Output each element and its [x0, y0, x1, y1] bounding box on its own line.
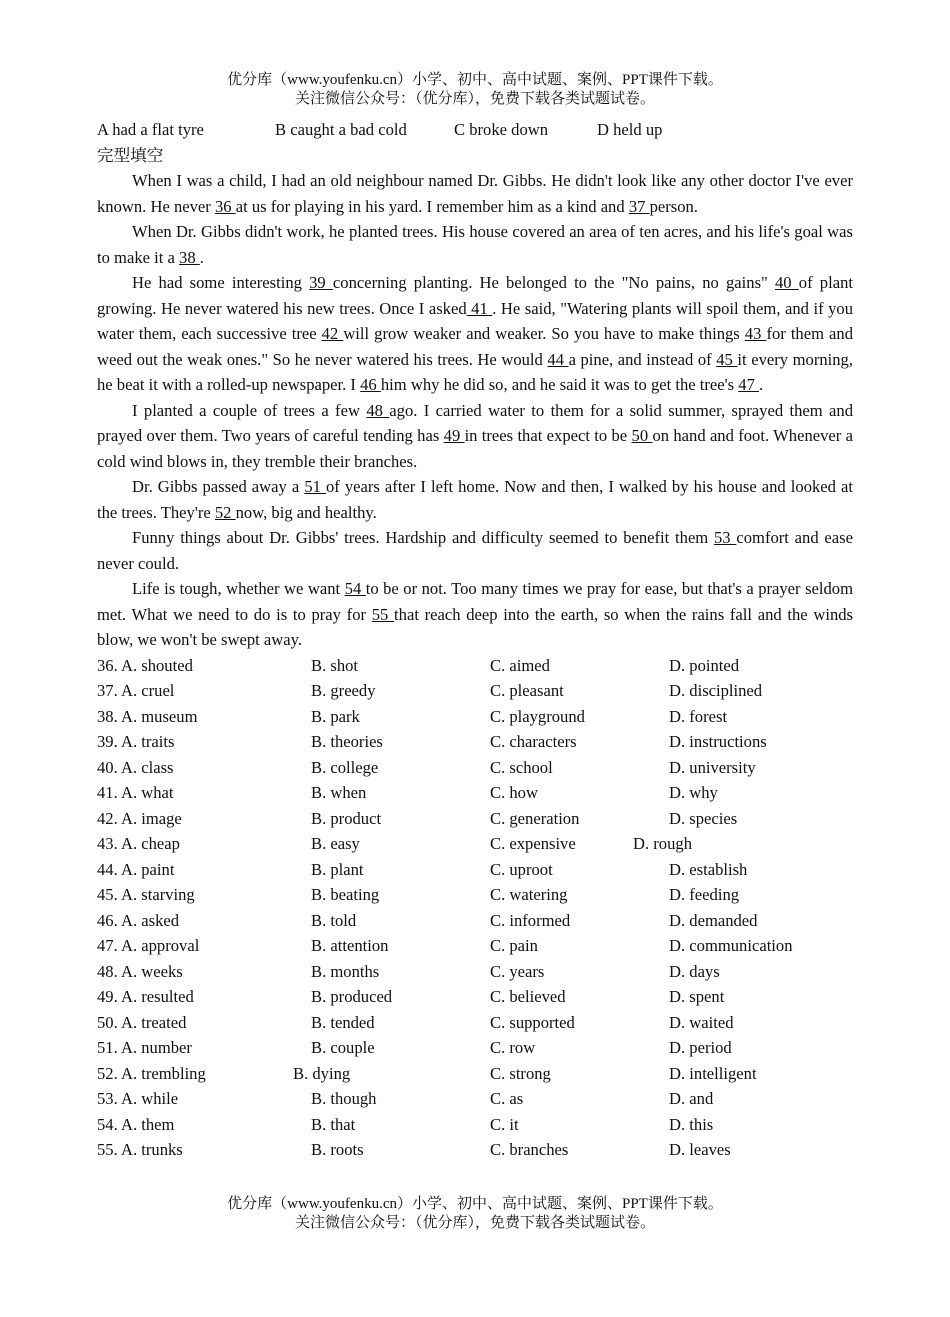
text-run: of plant growing. He never watered his new trees. Once I asked	[97, 273, 853, 318]
passage-paragraph-3	[97, 270, 853, 398]
blank-39: 39	[309, 273, 333, 292]
option-row-45	[97, 882, 853, 908]
option-b: B. months	[311, 961, 380, 981]
text-run: ago. I carried water to them for a solid summer, sprayed them and prayed over them. Two years of careful tending has	[97, 400, 854, 445]
blank-50: 50	[631, 426, 653, 445]
option-c: C. pleasant	[490, 681, 564, 700]
previous-question-options	[97, 117, 853, 143]
option-d: D. waited	[669, 1012, 734, 1032]
option-a: 44. A. paint	[97, 859, 175, 879]
option-d: D. this	[669, 1114, 714, 1134]
prev-option-c: C broke down	[454, 120, 549, 139]
option-c: C. generation	[490, 808, 580, 828]
option-c: C. watering	[490, 885, 568, 904]
option-row-41	[97, 780, 853, 806]
option-b: B. that	[311, 1114, 356, 1134]
blank-37: 37	[628, 196, 650, 216]
option-a: 42. A. image	[97, 808, 182, 828]
option-a: 45. A. starving	[97, 885, 195, 904]
text-run: .	[759, 375, 764, 394]
page-header	[0, 71, 950, 109]
text-run: comfort and ease never could.	[97, 528, 853, 573]
prev-option-d: D held up	[597, 120, 663, 139]
text-run: that reach deep into the earth, so when the rains fall and the winds blow, we won't be swept away.	[97, 604, 853, 649]
option-c: C. row	[490, 1038, 536, 1057]
option-c: C. believed	[490, 987, 566, 1006]
option-row-46	[97, 908, 853, 934]
passage-paragraph-2	[97, 219, 853, 270]
option-d: D. spent	[669, 987, 725, 1006]
text-run: He had some interesting	[132, 273, 310, 292]
option-d: D. demanded	[669, 910, 758, 930]
option-row-52	[97, 1061, 853, 1087]
option-row-49	[97, 984, 853, 1010]
passage-paragraph-1	[97, 168, 853, 219]
option-a: 54. A. them	[97, 1114, 175, 1134]
blank-51: 51	[304, 477, 326, 496]
option-c: C. informed	[490, 910, 571, 930]
text-run: it every morning, he beat it with a rolled-up newspaper. I	[97, 349, 853, 394]
document-body	[97, 117, 853, 1163]
option-row-53	[97, 1086, 853, 1112]
text-run: .	[199, 247, 204, 267]
option-row-36	[97, 653, 853, 679]
option-d: D. feeding	[669, 885, 740, 904]
option-b: B. park	[311, 706, 360, 726]
option-row-38	[97, 704, 853, 730]
option-a: 37. A. cruel	[97, 681, 175, 700]
blank-46: 46	[360, 375, 381, 394]
passage-paragraph-7	[97, 576, 853, 653]
text-run: will grow weaker and weaker. So you have to make things	[343, 324, 745, 343]
option-row-42	[97, 806, 853, 832]
option-d: D. communication	[669, 936, 793, 955]
option-d: D. intelligent	[669, 1063, 757, 1083]
option-d: D. species	[669, 808, 738, 828]
option-d: D. leaves	[669, 1140, 731, 1159]
option-c: C. aimed	[490, 655, 550, 675]
option-b: B. told	[311, 910, 357, 930]
text-run: in trees that expect to be	[464, 426, 632, 445]
blank-49: 49	[443, 426, 465, 445]
text-run: When Dr. Gibbs didn't work, he planted trees. His house covered an area of ten acres, and his life's goal was to make it a	[97, 222, 853, 267]
blank-43: 43	[744, 324, 767, 343]
option-d: D. rough	[633, 834, 692, 853]
option-d: D. period	[669, 1038, 732, 1057]
blank-41: 41	[466, 298, 493, 318]
text-run: of years after I left home. Now and then, I walked by his house and looked at the trees. They're	[97, 477, 853, 522]
option-b: B. produced	[311, 987, 393, 1006]
header-line-2: 关注微信公众号：（优分库），免费下载各类试题试卷。	[294, 91, 655, 107]
option-row-50	[97, 1010, 853, 1036]
option-a: 43. A. cheap	[97, 834, 180, 853]
blank-55: 55	[371, 604, 395, 624]
option-d: D. establish	[669, 859, 748, 879]
page-footer	[0, 1195, 950, 1233]
passage-paragraph-5	[97, 474, 853, 525]
option-a: 48. A. weeks	[97, 961, 183, 981]
option-c: C. strong	[490, 1063, 551, 1083]
option-c: C. school	[490, 757, 553, 777]
option-b: B. theories	[311, 732, 383, 751]
option-c: C. branches	[490, 1140, 569, 1159]
text-run: him why he did so, and he said it was to get the tree's	[380, 375, 739, 394]
option-c: C. supported	[490, 1012, 575, 1032]
blank-45: 45	[716, 349, 738, 369]
header-line-1: 优分库（www.youfenku.cn）小学、初中、高中试题、案例、PPT课件下载。	[227, 72, 723, 88]
footer-line-2: 关注微信公众号：（优分库），免费下载各类试题试卷。	[294, 1215, 655, 1231]
option-d: D. days	[669, 961, 720, 981]
option-c: C. as	[490, 1089, 524, 1108]
option-a: 49. A. resulted	[97, 987, 194, 1006]
option-c: C. pain	[490, 936, 538, 955]
option-b: B. shot	[311, 655, 359, 675]
option-row-37	[97, 678, 853, 704]
option-row-40	[97, 755, 853, 781]
option-b: B. greedy	[311, 681, 376, 700]
option-a: 52. A. trembling	[97, 1063, 206, 1083]
blank-38: 38	[179, 247, 200, 267]
option-d: D. disciplined	[669, 681, 763, 700]
option-c: C. expensive	[490, 834, 576, 853]
option-c: C. years	[490, 961, 545, 981]
answer-options	[97, 653, 853, 1163]
option-row-39	[97, 729, 853, 755]
blank-36: 36	[214, 196, 236, 216]
text-run: on hand and foot. Whenever a cold wind blows in, they tremble their branches.	[97, 426, 853, 471]
option-b: B. though	[311, 1089, 377, 1108]
footer-line-1: 优分库（www.youfenku.cn）小学、初中、高中试题、案例、PPT课件下载。	[227, 1196, 723, 1212]
option-b: B. when	[311, 783, 367, 802]
option-a: 50. A. treated	[97, 1012, 187, 1032]
passage-paragraph-6	[97, 525, 853, 576]
option-c: C. how	[490, 783, 538, 802]
text-run: now, big and healthy.	[235, 502, 377, 522]
blank-53: 53	[714, 528, 737, 547]
text-run: person.	[649, 196, 698, 216]
text-run: Life is tough, whether we want	[132, 579, 345, 598]
option-a: 36. A. shouted	[97, 655, 193, 675]
option-a: 46. A. asked	[97, 910, 180, 930]
option-row-43	[97, 831, 853, 857]
option-a: 40. A. class	[97, 757, 174, 777]
option-b: B. dying	[293, 1063, 351, 1083]
blank-42: 42	[321, 324, 344, 343]
option-d: D. forest	[669, 706, 728, 726]
option-row-47	[97, 933, 853, 959]
option-a: 38. A. museum	[97, 706, 198, 726]
prev-option-a: A had a flat tyre	[97, 120, 204, 139]
text-run: Funny things about Dr. Gibbs' trees. Hardship and difficulty seemed to benefit them	[132, 528, 714, 547]
blank-48: 48	[366, 400, 390, 420]
option-c: C. playground	[490, 706, 585, 726]
option-a: 39. A. traits	[97, 732, 175, 751]
option-d: D. and	[669, 1089, 714, 1108]
option-c: C. characters	[490, 732, 577, 751]
option-row-54	[97, 1112, 853, 1138]
text-run: . He said, "Watering plants will spoil them, and if you water them, each successive tree	[97, 298, 854, 343]
text-run: to be or not. Too many times we pray for ease, but that's a prayer seldom met. What we need to do is to pray for	[97, 579, 853, 624]
option-d: D. instructions	[669, 732, 767, 751]
prev-option-b: B caught a bad cold	[275, 120, 407, 139]
text-run: I planted a couple of trees a few	[132, 400, 367, 420]
option-c: C. it	[490, 1114, 519, 1134]
option-b: B. product	[311, 808, 382, 828]
option-a: 55. A. trunks	[97, 1140, 183, 1159]
section-title: 完型填空	[97, 145, 164, 165]
text-run: concerning planting. He belonged to the "No pains, no gains"	[332, 273, 775, 292]
option-b: B. roots	[311, 1140, 364, 1159]
option-row-55	[97, 1137, 853, 1163]
option-row-44	[97, 857, 853, 883]
option-d: D. pointed	[669, 655, 740, 675]
option-b: B. beating	[311, 885, 380, 904]
passage-paragraph-4	[97, 398, 853, 475]
option-c: C. uproot	[490, 859, 553, 879]
option-b: B. couple	[311, 1038, 375, 1057]
option-b: B. attention	[311, 936, 389, 955]
option-b: B. plant	[311, 859, 364, 879]
option-row-48	[97, 959, 853, 985]
option-d: D. university	[669, 757, 756, 777]
option-a: 41. A. what	[97, 783, 174, 802]
blank-47: 47	[738, 375, 760, 394]
option-row-51	[97, 1035, 853, 1061]
blank-40: 40	[775, 273, 799, 292]
blank-54: 54	[344, 579, 366, 598]
option-a: 53. A. while	[97, 1089, 179, 1108]
text-run: for them and weed out the weak ones." So he never watered his trees. He would	[97, 324, 853, 369]
option-d: D. why	[669, 783, 718, 802]
text-run: at us for playing in his yard. I remember him as a kind and	[235, 196, 629, 216]
option-b: B. tended	[311, 1012, 375, 1032]
text-run: When I was a child, I had an old neighbour named Dr. Gibbs. He didn't look like any other doctor I've ever known. He never	[97, 171, 853, 216]
text-run: a pine, and instead of	[568, 349, 717, 369]
text-run: Dr. Gibbs passed away a	[132, 477, 305, 496]
blank-44: 44	[547, 349, 569, 369]
option-b: B. easy	[311, 834, 360, 853]
blank-52: 52	[214, 502, 236, 522]
option-a: 47. A. approval	[97, 936, 200, 955]
option-a: 51. A. number	[97, 1038, 192, 1057]
option-b: B. college	[311, 757, 379, 777]
